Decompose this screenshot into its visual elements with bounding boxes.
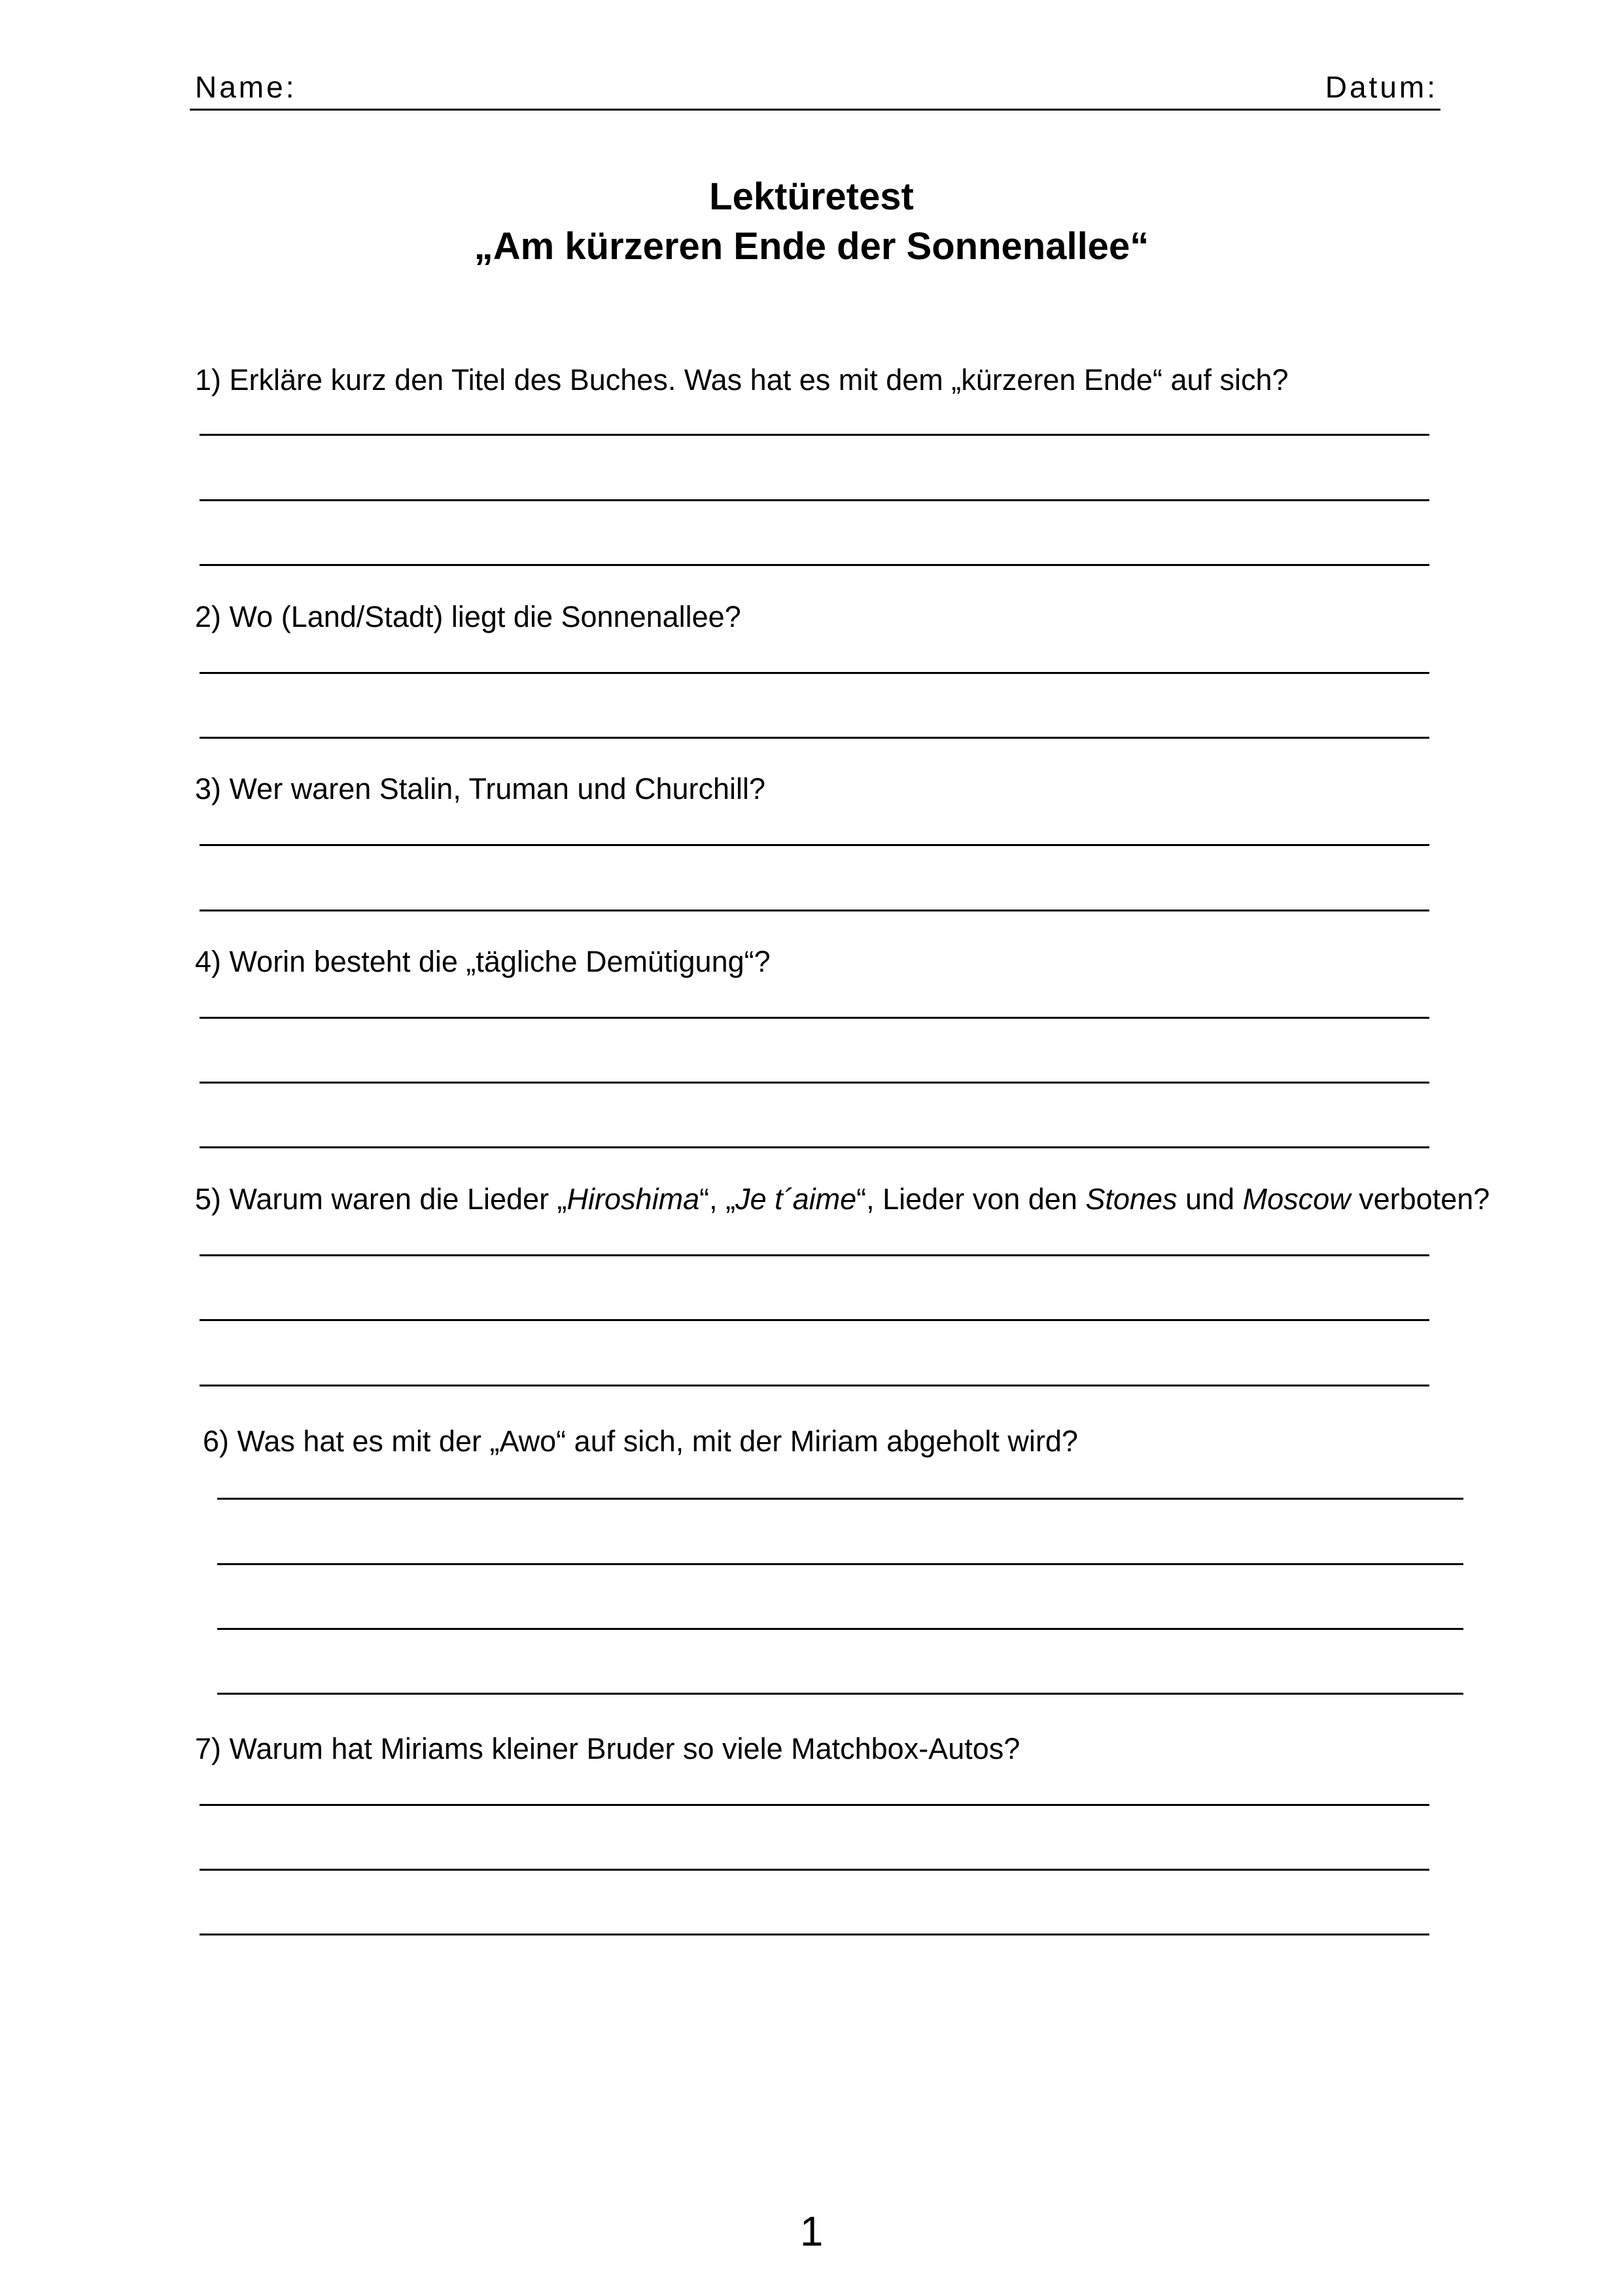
question-5-text: verboten?: [1350, 1182, 1490, 1216]
answer-line[interactable]: [200, 1934, 1429, 1935]
name-label: Name:: [195, 70, 297, 104]
answer-line[interactable]: [200, 672, 1429, 674]
answer-line[interactable]: [200, 1869, 1429, 1871]
answer-line[interactable]: [200, 499, 1429, 501]
question-5-text: und: [1177, 1182, 1243, 1216]
question-4: 4) Worin besteht die „tägliche Demütigung“?: [195, 945, 771, 978]
answer-line[interactable]: [200, 737, 1429, 739]
answer-line[interactable]: [200, 910, 1429, 911]
header-row: [190, 71, 1440, 111]
answer-line[interactable]: [200, 1017, 1429, 1019]
song-title-je-taime: Je t´aime: [735, 1182, 857, 1216]
answer-line[interactable]: [217, 1693, 1463, 1695]
answer-line[interactable]: [217, 1498, 1463, 1500]
song-title-hiroshima: Hiroshima: [567, 1182, 700, 1216]
answer-line[interactable]: [200, 844, 1429, 846]
question-5: [195, 1184, 1490, 1214]
question-5-text: “, Lieder von den: [856, 1182, 1086, 1216]
answer-line[interactable]: [217, 1563, 1463, 1565]
page-number: 1: [799, 2208, 824, 2255]
band-name-moscow: Moscow: [1242, 1182, 1351, 1216]
answer-line[interactable]: [217, 1628, 1463, 1630]
document-subtitle: „Am kürzeren Ende der Sonnenallee“: [474, 225, 1149, 268]
question-2: 2) Wo (Land/Stadt) liegt die Sonnenallee?: [195, 600, 741, 633]
question-5-text: “, „: [699, 1182, 736, 1216]
answer-line[interactable]: [200, 1082, 1429, 1084]
date-label: Datum:: [1325, 70, 1438, 104]
answer-line[interactable]: [200, 1254, 1429, 1256]
question-7: 7) Warum hat Miriams kleiner Bruder so viele Matchbox-Autos?: [195, 1732, 1021, 1765]
band-name-stones: Stones: [1085, 1182, 1178, 1216]
answer-line[interactable]: [200, 434, 1429, 436]
answer-line[interactable]: [200, 1146, 1429, 1148]
question-6: 6) Was hat es mit der „Awo“ auf sich, mit der Miriam abgeholt wird?: [203, 1424, 1078, 1458]
answer-line[interactable]: [200, 1319, 1429, 1321]
answer-line[interactable]: [200, 1804, 1429, 1806]
question-1: 1) Erkläre kurz den Titel des Buches. Was hat es mit dem „kürzeren Ende“ auf sich?: [195, 363, 1289, 397]
answer-line[interactable]: [200, 564, 1429, 566]
answer-line[interactable]: [200, 1385, 1429, 1386]
question-3: 3) Wer waren Stalin, Truman und Churchill?: [195, 772, 766, 805]
document-title: Lektüretest: [709, 175, 914, 218]
question-5-text: 5) Warum waren die Lieder „: [195, 1182, 567, 1216]
